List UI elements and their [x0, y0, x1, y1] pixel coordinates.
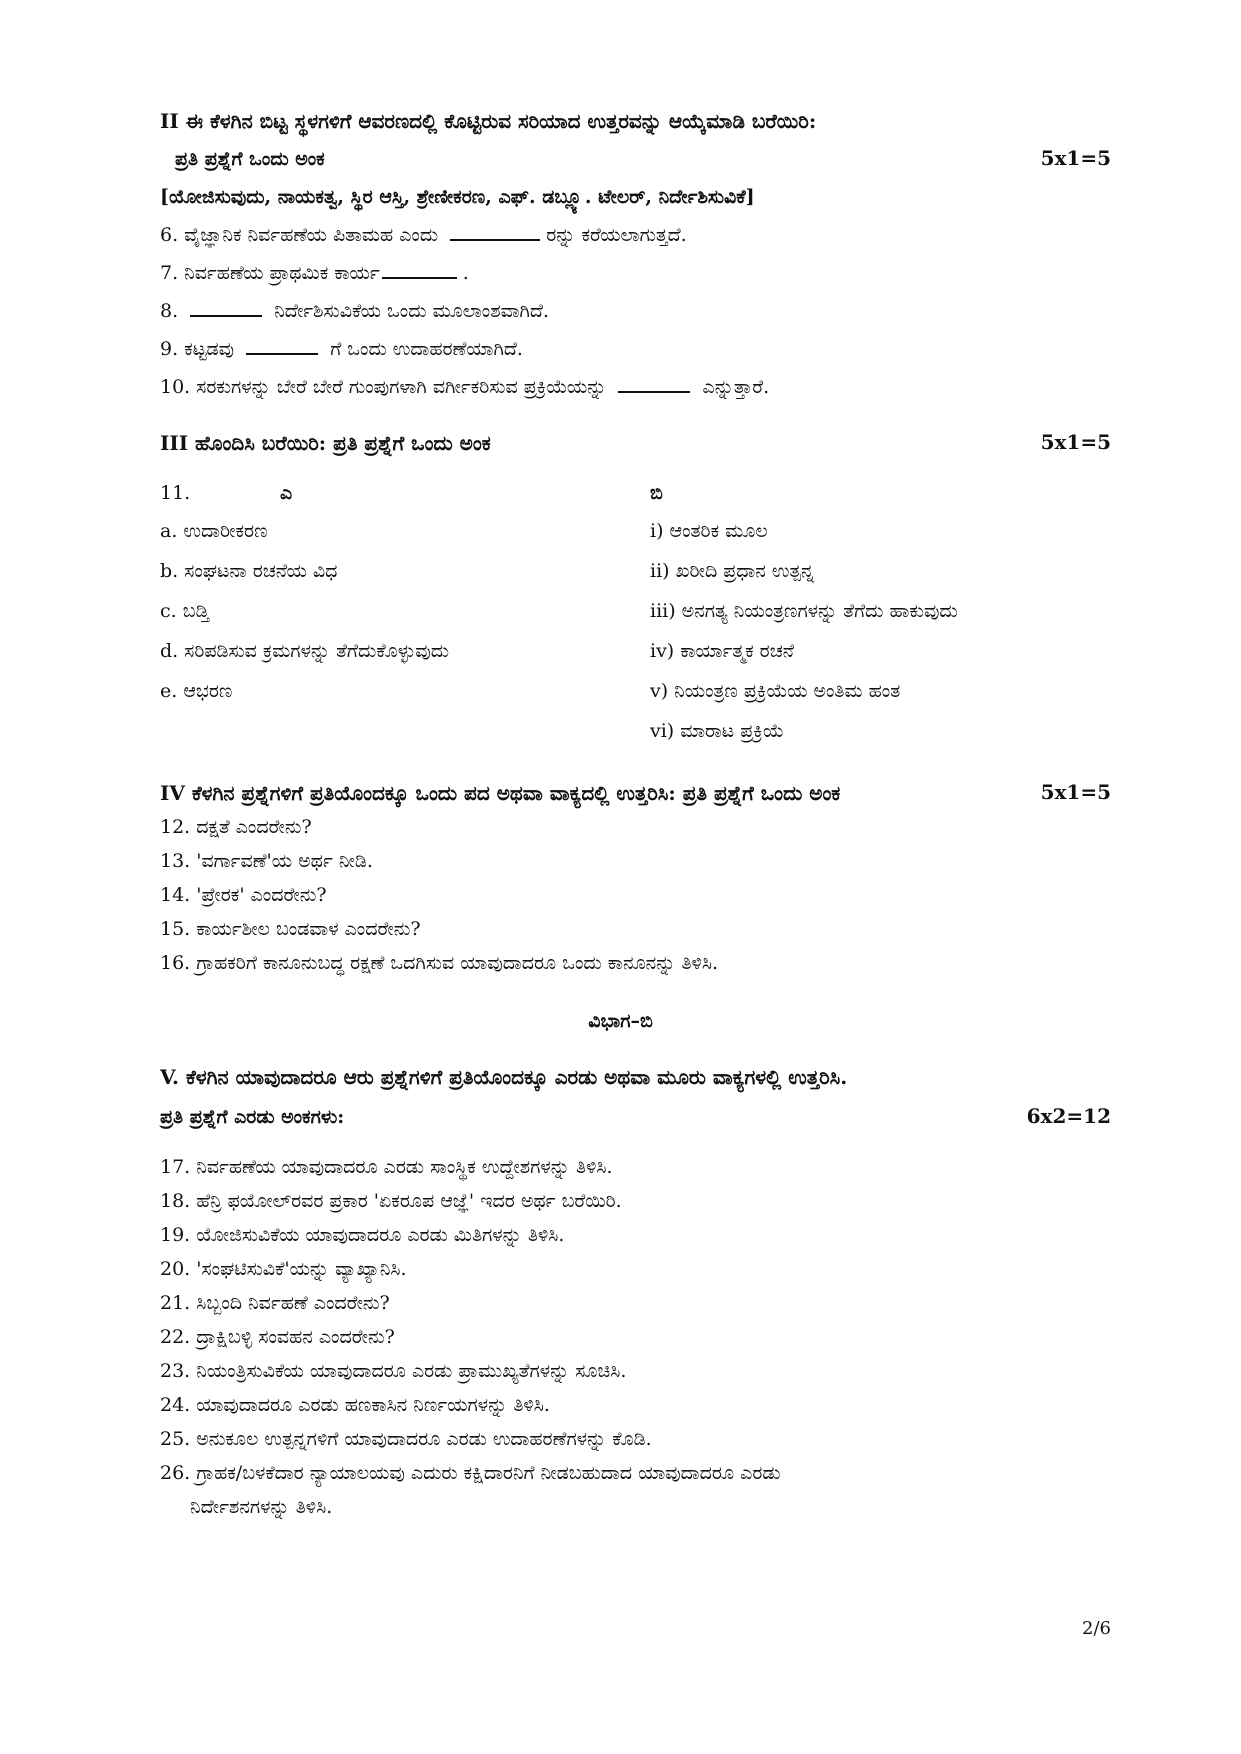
- question-item: 15. ಕಾರ್ಯಶೀಲ ಬಂಡವಾಳ ಎಂದರೇನು?: [160, 918, 421, 940]
- question-item: 21. ಸಿಬ್ಬಂದಿ ನಿರ್ವಹಣೆ ಎಂದರೇನು?: [160, 1292, 390, 1314]
- column-b-item: iii) ಅನಗತ್ಯ ನಿಯಂತ್ರಣಗಳನ್ನು ತೆಗೆದು ಹಾಕುವುದು: [650, 600, 958, 622]
- column-b-item: vi) ಮಾರಾಟ ಪ್ರಕ್ರಿಯೆ: [650, 720, 785, 742]
- blank-line: [190, 301, 262, 317]
- question-item: 26. ಗ್ರಾಹಕ/ಬಳಕೆದಾರ ನ್ಯಾಯಾಲಯವು ಎದುರು ಕಕ್ಷಿದಾರನಿಗೆ ನೀಡಬಹುದಾದ ಯಾವುದಾದರೂ ಎರಡು: [160, 1462, 781, 1484]
- question-8: [160, 298, 1116, 324]
- question-item: 17. ನಿರ್ವಹಣೆಯ ಯಾವುದಾದರೂ ಎರಡು ಸಾಂಸ್ಥಿಕ ಉದ್ದೇಶಗಳನ್ನು ತಿಳಿಸಿ.: [160, 1156, 613, 1178]
- question-9-text-a: 9. ಕಟ್ಟಡವು: [160, 338, 235, 360]
- question-8-text-b: ನಿರ್ದೇಶಿಸುವಿಕೆಯ ಒಂದು ಮೂಲಾಂಶವಾಗಿದೆ.: [274, 300, 549, 322]
- section-3-marks: 5x1=5: [1040, 430, 1111, 454]
- question-10-text-a: 10. ಸರಕುಗಳನ್ನು ಬೇರೆ ಬೇರೆ ಗುಂಪುಗಳಾಗಿ ವರ್ಗೀಕರಿಸುವ ಪ್ರಕ್ರಿಯೆಯನ್ನು: [160, 376, 607, 398]
- question-7: [160, 260, 1116, 286]
- question-item: 18. ಹೆನ್ರಿ ಫಯೋಲ್‌ರವರ ಪ್ರಕಾರ 'ಏಕರೂಪ ಆಜ್ಞೆ' ಇದರ ಅರ್ಥ ಬರೆಯಿರಿ.: [160, 1190, 622, 1212]
- question-item: 14. 'ಪ್ರೇರಕ' ಎಂದರೇನು?: [160, 884, 327, 906]
- column-b-heading: ಬಿ: [650, 482, 663, 504]
- question-item: 23. ನಿಯಂತ್ರಿಸುವಿಕೆಯ ಯಾವುದಾದರೂ ಎರಡು ಪ್ರಾಮುಖ್ಯತೆಗಳನ್ನು ಸೂಚಿಸಿ.: [160, 1360, 627, 1382]
- page-number: 2/6: [1082, 1618, 1111, 1639]
- question-item: 22. ದ್ರಾಕ್ಷಿಬಳ್ಳಿ ಸಂವಹನ ಎಂದರೇನು?: [160, 1326, 395, 1348]
- blank-line: [246, 339, 318, 355]
- question-9: [160, 336, 1116, 362]
- column-b-item: v) ನಿಯಂತ್ರಣ ಪ್ರಕ್ರಿಯೆಯ ಅಂತಿಮ ಹಂತ: [650, 680, 901, 702]
- blank-line: [450, 225, 540, 241]
- column-a-heading: ಎ: [280, 482, 293, 504]
- blank-line: [382, 263, 457, 279]
- question-9-text-b: ಗೆ ಒಂದು ಉದಾಹರಣೆಯಾಗಿದೆ.: [330, 338, 523, 360]
- question-8-text-a: 8.: [160, 300, 179, 322]
- column-b-item: iv) ಕಾರ್ಯಾತ್ಮಕ ರಚನೆ: [650, 640, 795, 662]
- blank-line: [618, 377, 690, 393]
- section-2-options: [ಯೋಜಿಸುವುದು, ನಾಯಕತ್ವ, ಸ್ಥಿರ ಆಸ್ತಿ, ಶ್ರೇಣೀಕರಣ, ಎಫ್. ಡಬ್ಲ್ಯೂ. ಟೇಲರ್, ನಿರ್ದೇಶಿಸುವಿಕೆ]: [160, 186, 755, 208]
- question-6-text-b: ರನ್ನು ಕರೆಯಲಾಗುತ್ತದೆ.: [546, 224, 687, 246]
- question-item: 24. ಯಾವುದಾದರೂ ಎರಡು ಹಣಕಾಸಿನ ನಿರ್ಣಯಗಳನ್ನು ತಿಳಿಸಿ.: [160, 1394, 550, 1416]
- question-10: [160, 374, 1116, 400]
- section-4-heading: IV ಕೆಳಗಿನ ಪ್ರಶ್ನೆಗಳಿಗೆ ಪ್ರತಿಯೊಂದಕ್ಕೂ ಒಂದು ಪದ ಅಥವಾ ವಾಕ್ಯದಲ್ಲಿ ಉತ್ತರಿಸಿ: ಪ್ರತಿ ಪ್ರಶ್ನೆಗೆ ಒಂದು ಅಂಕ: [160, 781, 841, 805]
- section-4-marks: 5x1=5: [1040, 780, 1111, 804]
- column-b-item: ii) ಖರೀದಿ ಪ್ರಧಾನ ಉತ್ಪನ್ನ: [650, 560, 815, 582]
- question-7-text-b: .: [462, 262, 469, 284]
- question-item: 13. 'ವರ್ಗಾವಣೆ'ಯ ಅರ್ಥ ನೀಡಿ.: [160, 850, 373, 872]
- question-11-number: 11.: [160, 482, 191, 504]
- section-2-marks: 5x1=5: [1040, 146, 1111, 170]
- question-6: [160, 222, 1116, 248]
- column-b-item: i) ಆಂತರಿಕ ಮೂಲ: [650, 520, 768, 542]
- section-5-heading: V. ಕೆಳಗಿನ ಯಾವುದಾದರೂ ಆರು ಪ್ರಶ್ನೆಗಳಿಗೆ ಪ್ರತಿಯೊಂದಕ್ಕೂ ಎರಡು ಅಥವಾ ಮೂರು ವಾಕ್ಯಗಳಲ್ಲಿ ಉತ್ತರಿಸಿ.: [160, 1065, 848, 1089]
- question-item: 19. ಯೋಜಿಸುವಿಕೆಯ ಯಾವುದಾದರೂ ಎರಡು ಮಿತಿಗಳನ್ನು ತಿಳಿಸಿ.: [160, 1224, 565, 1246]
- question-10-text-b: ಎನ್ನುತ್ತಾರೆ.: [702, 376, 770, 398]
- question-item: 16. ಗ್ರಾಹಕರಿಗೆ ಕಾನೂನುಬದ್ಧ ರಕ್ಷಣೆ ಒದಗಿಸುವ ಯಾವುದಾದರೂ ಒಂದು ಕಾನೂನನ್ನು ತಿಳಿಸಿ.: [160, 952, 719, 974]
- column-a-item: b. ಸಂಘಟನಾ ರಚನೆಯ ವಿಧ: [160, 560, 338, 582]
- column-a-item: c. ಬಡ್ತಿ: [160, 600, 210, 622]
- question-item-continued: ನಿರ್ದೇಶನಗಳನ್ನು ತಿಳಿಸಿ.: [190, 1496, 333, 1518]
- section-5-marks: 6x2=12: [1026, 1104, 1111, 1128]
- question-6-text-a: 6. ವೈಜ್ಞಾನಿಕ ನಿರ್ವಹಣೆಯ ಪಿತಾಮಹ ಎಂದು: [160, 224, 439, 246]
- column-a-item: a. ಉದಾರೀಕರಣ: [160, 520, 268, 542]
- section-2-heading: II ಈ ಕೆಳಗಿನ ಬಿಟ್ಟ ಸ್ಥಳಗಳಿಗೆ ಆವರಣದಲ್ಲಿ ಕೊಟ್ಟಿರುವ ಸರಿಯಾದ ಉತ್ತರವನ್ನು ಆಯ್ಕೆಮಾಡಿ ಬರೆಯಿರಿ:: [160, 109, 817, 133]
- part-b-heading: ವಿಭಾಗ–ಬಿ: [588, 1010, 653, 1032]
- column-a-item: d. ಸರಿಪಡಿಸುವ ಕ್ರಮಗಳನ್ನು ತೆಗೆದುಕೊಳ್ಳುವುದು: [160, 640, 450, 662]
- question-7-text-a: 7. ನಿರ್ವಹಣೆಯ ಪ್ರಾಥಮಿಕ ಕಾರ್ಯ: [160, 262, 380, 284]
- section-3-heading: III ಹೊಂದಿಸಿ ಬರೆಯಿರಿ: ಪ್ರತಿ ಪ್ರಶ್ನೆಗೆ ಒಂದು ಅಂಕ: [160, 431, 491, 455]
- question-item: 25. ಅನುಕೂಲ ಉತ್ಪನ್ನಗಳಿಗೆ ಯಾವುದಾದರೂ ಎರಡು ಉದಾಹರಣೆಗಳನ್ನು ಕೊಡಿ.: [160, 1428, 652, 1450]
- column-a-item: e. ಆಭರಣ: [160, 680, 233, 702]
- question-item: 20. 'ಸಂಘಟಿಸುವಿಕೆ'ಯನ್ನು ವ್ಯಾಖ್ಯಾನಿಸಿ.: [160, 1258, 407, 1280]
- section-2-subheading: ಪ್ರತಿ ಪ್ರಶ್ನೆಗೆ ಒಂದು ಅಂಕ: [175, 148, 325, 170]
- question-item: 12. ದಕ್ಷತೆ ಎಂದರೇನು?: [160, 816, 312, 838]
- section-5-subheading: ಪ್ರತಿ ಪ್ರಶ್ನೆಗೆ ಎರಡು ಅಂಕಗಳು:: [160, 1106, 345, 1128]
